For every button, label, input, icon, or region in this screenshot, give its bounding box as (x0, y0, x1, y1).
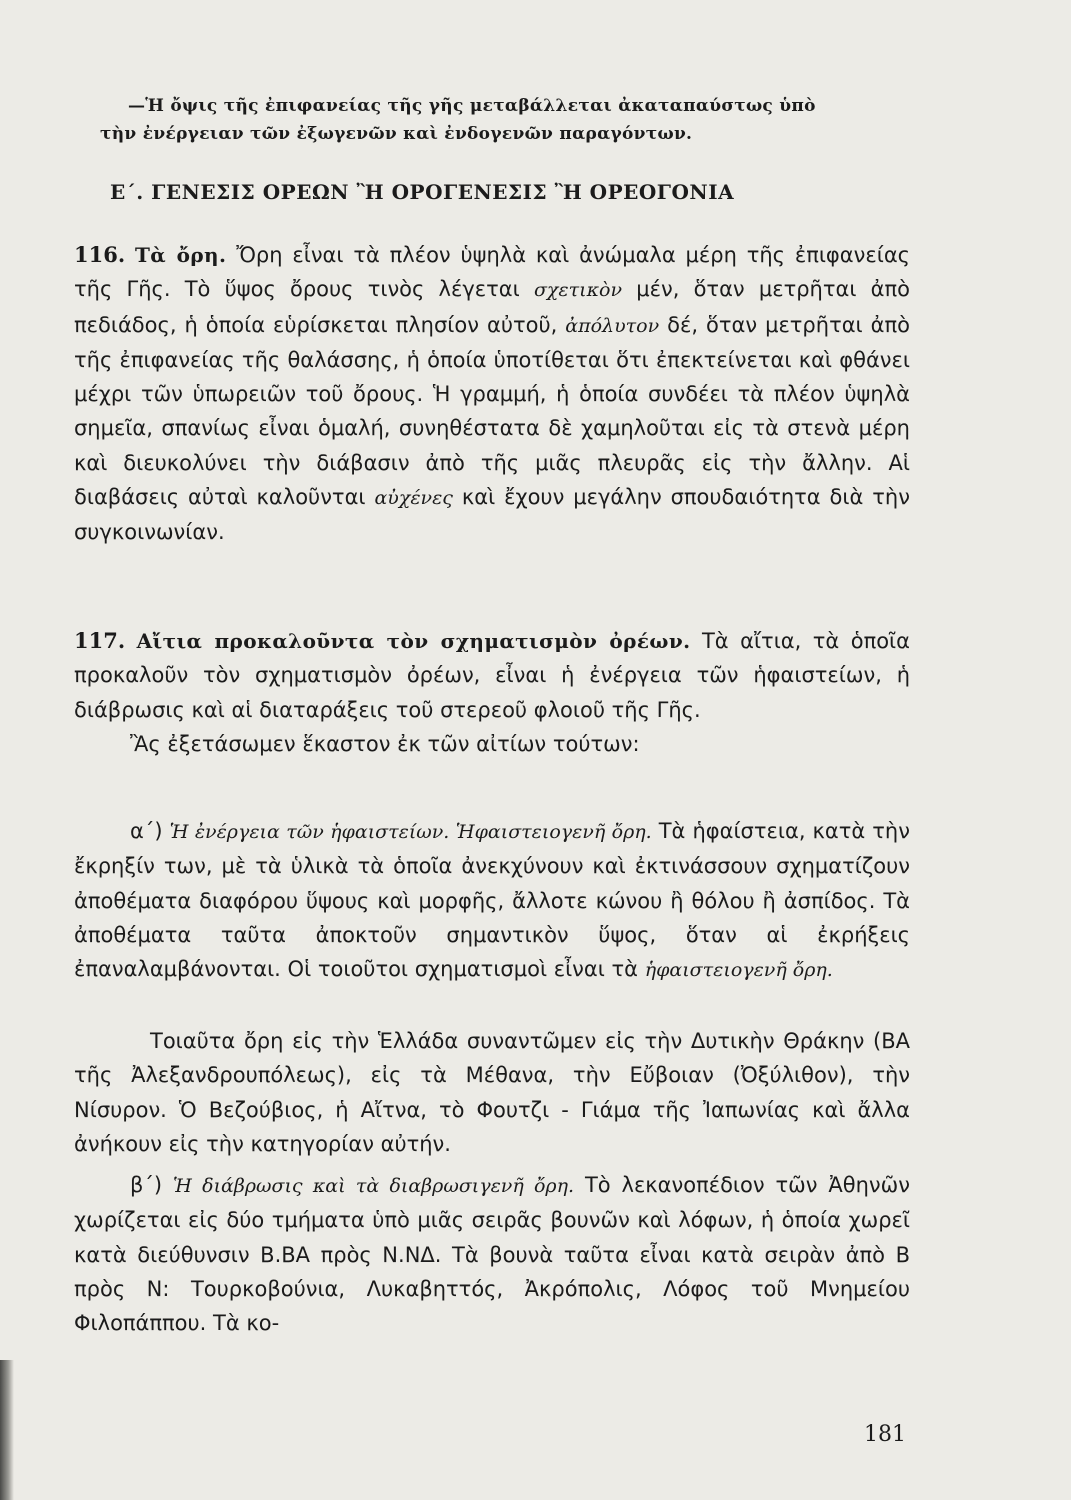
subsection-a-title: Ἡ ἐνέργεια τῶν ἡφαιστείων. Ἡφαιστειογενῆ ὄρη. (169, 821, 652, 843)
intro-line-1: —Ἡ ὄψις τῆς ἐπιφανείας τῆς γῆς μεταβάλλεται ἀκαταπαύστως ὑπὸ (128, 96, 816, 116)
italic-term: αὐχένες (374, 487, 453, 510)
intro-paragraph (100, 92, 910, 148)
text-run: Τὰ ἡφαίστεια, κατὰ τὴν ἔκρηξίν των, μὲ τὰ ὑλικὰ τὰ ὁποῖα ἀνεκχύνουν καὶ ἐκτινάσσουν σχηματίζουν ἀποθέματα διαφόρου ὕψους καὶ μορφῆς, ἄλλοτε κώνου ἢ θόλου ἢ ἀσπίδος. Τὰ ἀποθέματα ταῦτα ἀποκτοῦν σημαντικὸν ὕψος, ὅταν αἱ ἐκρήξεις ἐπαναλαμβάνονται. Οἱ τοιοῦτοι σχηματισμοὶ εἶναι τὰ (74, 819, 910, 982)
volcano-examples-paragraph: Τοιαῦτα ὄρη εἰς τὴν Ἑλλάδα συναντῶμεν εἰς τὴν Δυτικὴν Θράκην (ΒΑ τῆς Ἀλεξανδρουπόλεως), εἰς τὰ Μέθανα, τὴν Εὔβοιαν (Ὀξύλιθον), τὴν Νίσυρον. Ὁ Βεζούβιος, ἡ Αἴτνα, τὸ Φουτζι - Γιάμα τῆς Ἰαπωνίας καὶ ἄλλα ἀνήκουν εἰς τὴν κατηγορίαν αὐτήν. (74, 1029, 910, 1156)
subsection-b-title: Ἡ διάβρωσις καὶ τὰ διαβρωσιγενῆ ὄρη. (173, 1175, 575, 1197)
section-117-number: 117. (74, 628, 126, 653)
intro-line-2: τὴν ἐνέργειαν τῶν ἐξωγενῶν καὶ ἐνδογενῶν παραγόντων. (100, 124, 693, 144)
section-117-title: Αἴτια προκαλοῦντα τὸν σχηματισμὸν ὀρέων. (136, 629, 691, 653)
section-117-paragraph (74, 624, 910, 761)
subsection-a-label: α΄) (130, 819, 163, 843)
italic-term: σχετικὸν (533, 279, 623, 302)
section-116-number: 116. (74, 242, 126, 267)
section-117-list-intro: Ἂς ἐξετάσωμεν ἕκαστον ἐκ τῶν αἰτίων τούτων: (130, 731, 640, 756)
italic-term: ἀπόλυτον (565, 314, 660, 337)
subsection-a-paragraph (74, 814, 910, 987)
section-116-title: Τὰ ὄρη. (135, 243, 227, 267)
text-run: δέ, ὅταν μετρῆται ἀπὸ τῆς ἐπιφανείας τῆς θαλάσσης, ἡ ὁποία ὑποτίθεται ὅτι ἐπεκτείνεται καὶ φθάνει μέχρι τῶν ὑπωρειῶν τοῦ ὄρους. Ἡ γραμμή, ἡ ὁποία συνδέει τὰ πλέον ὑψηλὰ σημεῖα, σπανίως εἶναι ὁμαλή, συνηθέστατα δὲ χαμηλοῦται εἰς τὰ στενὰ μέρη καὶ διευκολύνει τὴν διάβασιν ἀπὸ τῆς μιᾶς πλευρᾶς εἰς τὴν ἄλλην. Αἱ διαβάσεις αὐταὶ καλοῦνται (74, 312, 910, 510)
section-heading: Ε΄. ΓΕΝΕΣΙΣ ΟΡΕΩΝ Ἢ ΟΡΟΓΕΝΕΣΙΣ Ἢ ΟΡΕΟΓΟΝΙΑ (110, 180, 735, 204)
subsection-b-label: β΄) (130, 1173, 163, 1197)
text-run: μέν, ὅταν μετρῆται ἀπὸ πεδιάδος, ἡ ὁποία εὑρίσκεται πλησίον αὐτοῦ, (74, 277, 910, 337)
italic-term: ἡφαιστειογενῆ ὄρη. (644, 959, 833, 982)
text-run: Τὰ αἴτια, τὰ ὁποῖα προκαλοῦν τὸν σχηματισμὸν ὀρέων, εἶναι ἡ ἐνέργεια τῶν ἡφαιστείων, ἡ διάβρωσις καὶ αἱ διαταράξεις τοῦ στερεοῦ φλοιοῦ τῆς Γῆς. (74, 629, 911, 722)
section-116-paragraph (74, 238, 910, 550)
text-run: Τὸ λεκανοπέδιον τῶν Ἀθηνῶν χωρίζεται εἰς δύο τμήματα ὑπὸ μιᾶς σειρᾶς βουνῶν καὶ λόφων, ἡ ὁποία χωρεῖ κατὰ διεύθυνσιν Β.ΒΑ πρὸς Ν.ΝΔ. Τὰ βουνὰ ταῦτα εἶναι κατὰ σειρὰν ἀπὸ Β πρὸς Ν: Τουρκοβούνια, Λυκαβηττός, Ἀκρόπολις, Λόφος τοῦ Μνημείου Φιλοπάππου. Τὰ κο- (74, 1173, 910, 1336)
page-number: 181 (864, 1422, 906, 1447)
text-run: καὶ ἔχουν μεγάλην σπουδαιότητα διὰ τὴν συγκοινωνίαν. (74, 485, 910, 545)
page-curl-shadow (0, 1360, 14, 1500)
subsection-b-paragraph (74, 1168, 910, 1340)
text-run: Ὄρη εἶναι τὰ πλέον ὑψηλὰ καὶ ἀνώμαλα μέρη τῆς ἐπιφανείας τῆς Γῆς. Τὸ ὕψος ὄρους τινὸς λέγεται (74, 243, 910, 302)
